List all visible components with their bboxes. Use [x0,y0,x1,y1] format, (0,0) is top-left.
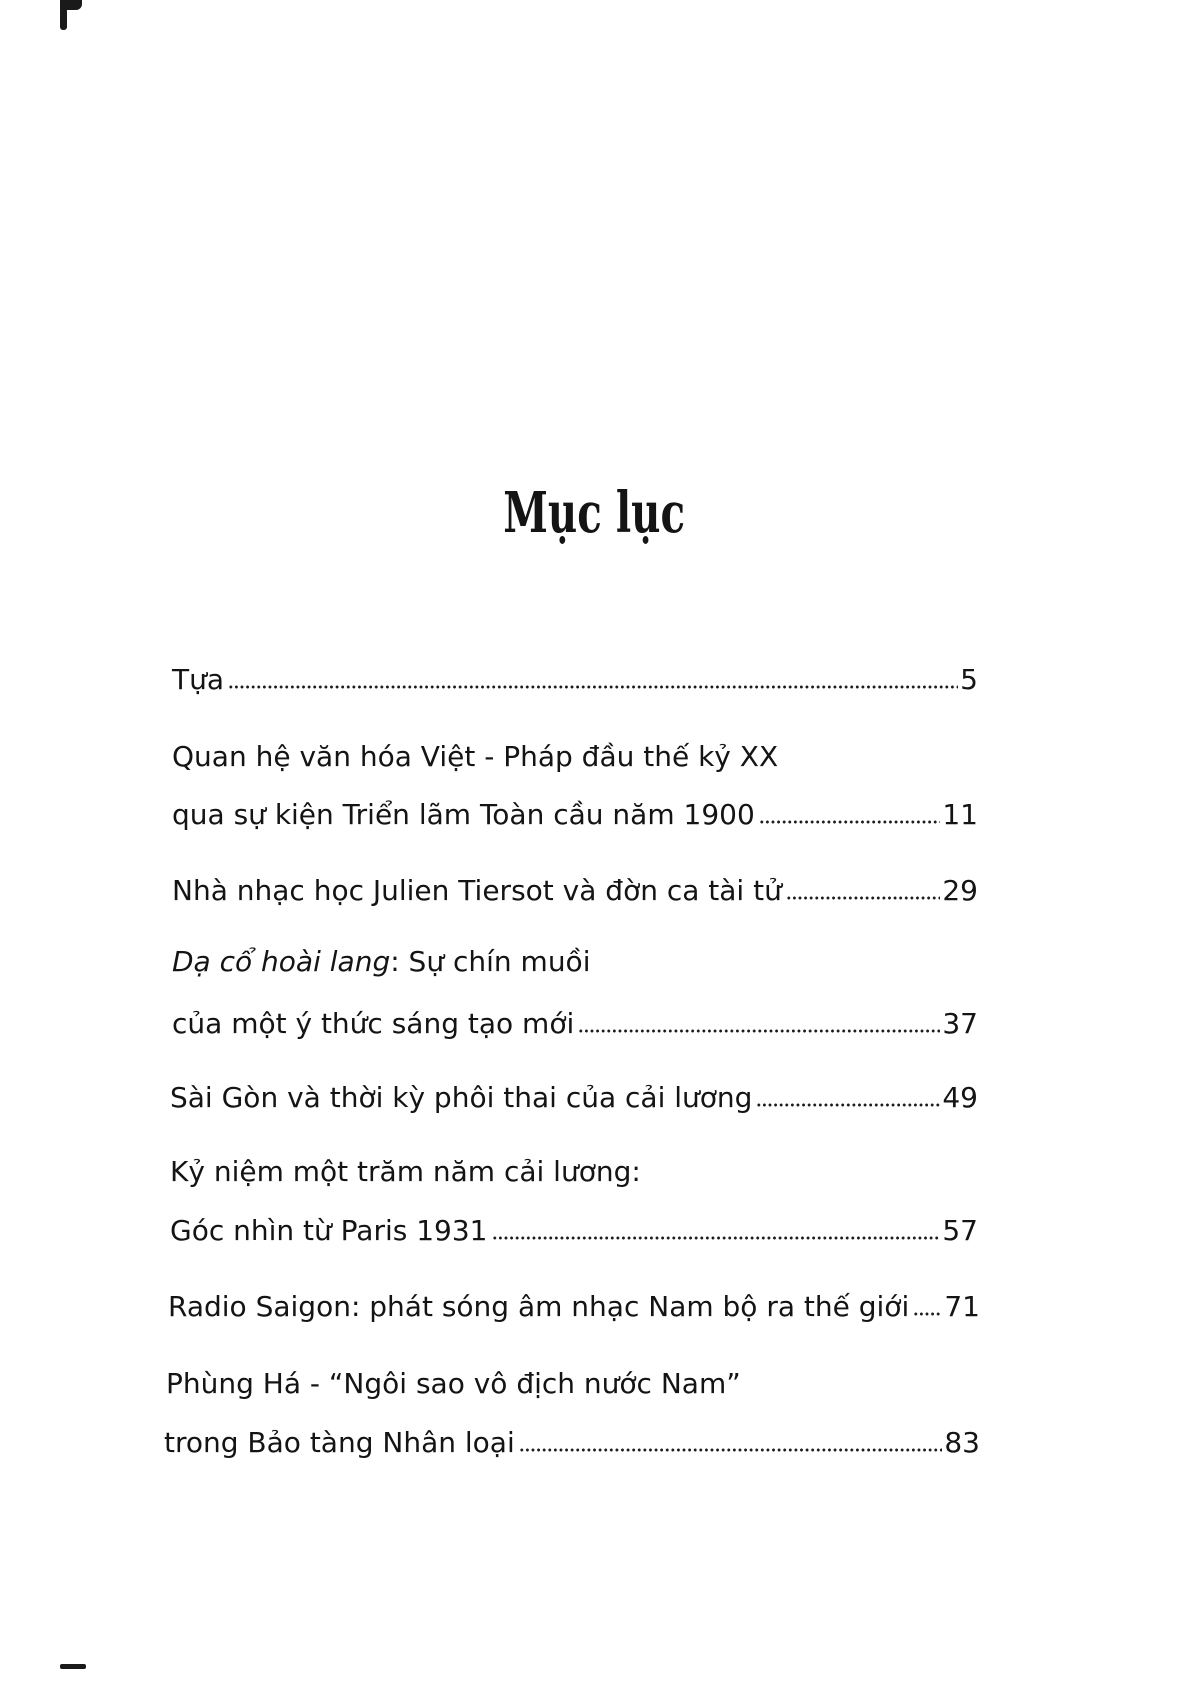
toc-entry-preface[interactable] [172,660,978,700]
dot-leader [786,894,941,902]
toc-page-number: 57 [942,1214,978,1247]
toc-page-number: 71 [944,1290,980,1323]
toc-entry-title: Kỷ niệm một trăm năm cải lương: [170,1155,641,1188]
toc-entry-title-line[interactable] [166,1364,980,1404]
toc-page-number: 29 [942,874,978,907]
toc-entry-title-line[interactable] [172,942,978,982]
toc-entry-final-line[interactable] [172,871,978,911]
toc-entry-title: Quan hệ văn hóa Việt - Pháp đầu thế kỷ XX [172,740,779,773]
dot-leader [756,1101,940,1109]
toc-page-number: 49 [942,1081,978,1114]
dot-leader [492,1234,941,1242]
toc-entry-final-line[interactable] [172,795,978,835]
toc-entry-title: Radio Saigon: phát sóng âm nhạc Nam bộ ra thế giới [168,1290,910,1323]
toc-entry-title: Góc nhìn từ Paris 1931 [170,1214,488,1247]
dot-leader [759,818,941,826]
dot-leader [228,683,958,691]
dot-leader [519,1446,943,1454]
toc-entry-final-line[interactable] [172,1004,978,1044]
toc-entry-title: Sài Gòn và thời kỳ phôi thai của cải lương [170,1081,753,1114]
toc-entry-title-line[interactable] [170,1152,978,1192]
toc-entry-title: trong Bảo tàng Nhân loại [164,1426,515,1459]
toc-entry-title: Tựa [172,663,225,696]
toc-entry-final-line[interactable] [170,1211,978,1251]
toc-page-number: 37 [942,1007,978,1040]
toc-page-number: 11 [942,798,978,831]
toc-page-number: 83 [944,1426,980,1459]
toc-page-number: 5 [960,663,978,696]
page-title: Mục lục [503,480,686,546]
dot-leader [578,1027,940,1035]
toc-entry-final-line[interactable] [168,1287,980,1327]
italic-work-title: Dạ cổ hoài lang [172,945,391,978]
toc-entry-final-line[interactable] [170,1078,978,1118]
toc-entry-title: Nhà nhạc học Julien Tiersot và đờn ca tài tử [172,874,782,907]
toc-entry-title-line[interactable] [172,737,978,777]
dot-leader [913,1310,942,1318]
toc-entry-title [172,942,590,982]
toc-entry-title: của một ý thức sáng tạo mới [172,1007,575,1040]
toc-entry-title: qua sự kiện Triển lãm Toàn cầu năm 1900 [172,798,755,831]
toc-entry-final-line[interactable] [164,1423,980,1463]
toc-entry-title: Phùng Há - “Ngôi sao vô địch nước Nam” [166,1367,741,1400]
toc-entry-title-rest: : Sự chín muồi [390,945,591,978]
